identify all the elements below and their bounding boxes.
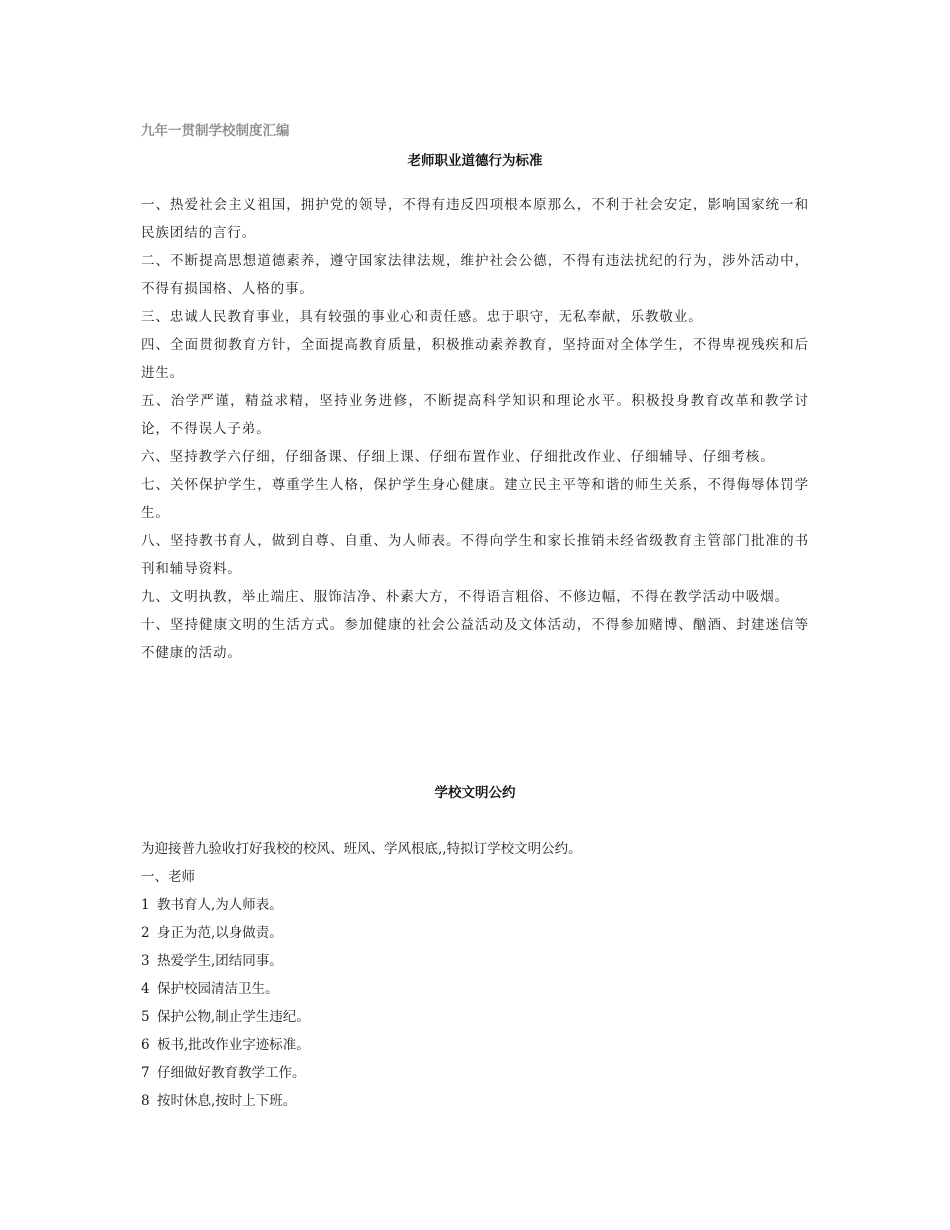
civility-pact-list	[141, 891, 310, 1115]
ethics-item: 二、不断提高思想道德素养，遵守国家法律法规，维护社会公德，不得有违法扰纪的行为，涉外活动中，不得有损国格、人格的事。	[141, 253, 809, 297]
pact-item-number: 3	[141, 953, 150, 969]
pact-item-number: 6	[141, 1037, 150, 1053]
ethics-item: 九、文明执教，举止端庄、服饰洁净、朴素大方，不得语言粗俗、不修边幅，不得在教学活动中吸烟。	[141, 589, 789, 605]
pact-item-number: 7	[141, 1065, 150, 1081]
ethics-item: 三、忠诚人民教育事业，具有较强的事业心和责任感。忠于职守，无私奉献，乐教敬业。	[141, 309, 703, 325]
pact-item	[141, 919, 310, 947]
pact-item-text: 保护公物,制止学生违纪。	[157, 1009, 310, 1025]
pact-item-number: 4	[141, 981, 150, 997]
ethics-item: 一、热爱社会主义祖国，拥护党的领导，不得有违反四项根本原那么，不利于社会安定，影响国家统一和民族团结的言行。	[141, 197, 809, 241]
pact-item-number: 2	[141, 925, 150, 941]
pact-item-text: 按时休息,按时上下班。	[157, 1093, 297, 1109]
pact-item-number: 8	[141, 1093, 150, 1109]
pact-item-text: 身正为范,以身做责。	[157, 925, 283, 941]
civility-pact-intro: 为迎接普九验收打好我校的校风、班风、学风根底,,特拟订学校文明公约。	[141, 841, 582, 857]
ethics-item: 六、坚持教学六仔细，仔细备课、仔细上课、仔细布置作业、仔细批改作业、仔细辅导、仔细考核。	[141, 449, 775, 465]
pact-item	[141, 1059, 310, 1087]
pact-item-text: 板书,批改作业字迹标准。	[157, 1037, 310, 1053]
pact-item	[141, 891, 310, 919]
pact-item-number: 5	[141, 1009, 150, 1025]
document-header-note: 九年一贯制学校制度汇编	[141, 123, 290, 139]
ethics-item: 四、全面贯彻教育方针，全面提高教育质量，积极推动素养教育，坚持面对全体学生，不得卑视残疾和后进生。	[141, 337, 809, 381]
pact-item	[141, 1003, 310, 1031]
pact-item-text: 教书育人,为人师表。	[157, 897, 283, 913]
ethics-item: 五、治学严谨，精益求精，坚持业务进修，不断提高科学知识和理论水平。积极投身教育改革和教学讨论，不得误人子弟。	[141, 393, 809, 437]
teacher-ethics-list	[141, 191, 809, 667]
pact-item-text: 热爱学生,团结同事。	[157, 953, 283, 969]
pact-item-text: 保护校园清洁卫生。	[157, 981, 279, 997]
section-title-civility-pact: 学校文明公约	[434, 785, 516, 801]
pact-item-text: 仔细做好教育教学工作。	[157, 1065, 306, 1081]
civility-pact-subsection-title: 一、老师	[141, 869, 195, 885]
pact-item	[141, 947, 310, 975]
section-title-teacher-ethics: 老师职业道德行为标准	[407, 153, 543, 169]
pact-item-number: 1	[141, 897, 150, 913]
pact-item	[141, 1087, 310, 1115]
ethics-item: 七、关怀保护学生，尊重学生人格，保护学生身心健康。建立民主平等和谐的师生关系，不得侮辱体罚学生。	[141, 477, 809, 521]
pact-item	[141, 975, 310, 1003]
pact-item	[141, 1031, 310, 1059]
ethics-item: 八、坚持教书育人，做到自尊、自重、为人师表。不得向学生和家长推销未经省级教育主管部门批准的书刊和辅导资料。	[141, 533, 809, 577]
ethics-item: 十、坚持健康文明的生活方式。参加健康的社会公益活动及文体活动，不得参加赌博、酗酒、封建迷信等不健康的活动。	[141, 617, 809, 661]
